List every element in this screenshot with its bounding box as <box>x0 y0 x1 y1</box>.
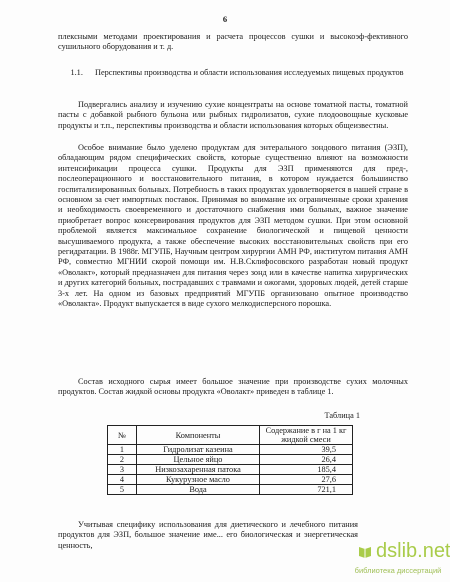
table-cell-number: 4 <box>108 475 137 485</box>
page-number: 6 <box>222 14 228 24</box>
table-cell-value: 39,5 <box>260 445 353 455</box>
watermark-name: dslib.net <box>376 540 450 562</box>
watermark-logo <box>348 540 448 580</box>
paragraph-1: Подвергались анализу и изучению сухие концентраты на основе томатной пасты, томатной пасты с добавкой рыбного бульона или рыбных гидролизатов, сухие плодоовощные кусковые продукты и т.п., перспективы производства и области использования которых общеизвестны. <box>58 100 408 130</box>
table-header-number: № <box>108 426 137 445</box>
table-cell-component: Гидролизат казеина <box>137 445 260 455</box>
table-header-content: Содержание в г на 1 кг жидкой смеси <box>260 426 353 445</box>
table-cell-number: 2 <box>108 455 137 465</box>
section-heading <box>62 68 412 78</box>
table-row <box>108 465 353 475</box>
table-cell-number: 5 <box>108 485 137 495</box>
table-cell-number: 1 <box>108 445 137 455</box>
table-cell-value: 26,4 <box>260 455 353 465</box>
table-header-components: Компоненты <box>137 426 260 445</box>
table-row <box>108 475 353 485</box>
table-cell-number: 3 <box>108 465 137 475</box>
table-cell-value: 185,4 <box>260 465 353 475</box>
watermark-subtitle: библиотека диссертаций <box>354 566 442 575</box>
closing-paragraph: Учитывая специфику использования для диетического и лечебного питания продуктов для ЭЗП, большое значение име... его биологическая и энергетическая ценность, <box>58 520 358 550</box>
table-row <box>108 455 353 465</box>
table-cell-value: 721,1 <box>260 485 353 495</box>
table-caption: Таблица 1 <box>324 411 360 420</box>
table-cell-component: Вода <box>137 485 260 495</box>
table-cell-component: Кукурузное масло <box>137 475 260 485</box>
table-header-row <box>108 426 353 445</box>
table-cell-component: Низкозахаренная патока <box>137 465 260 475</box>
section-number: 1.1. <box>70 68 83 77</box>
book-icon <box>358 544 372 558</box>
table-cell-component: Цельное яйцо <box>137 455 260 465</box>
paragraph-3: Состав исходного сырья имеет большое значение при производстве сухих молочных продуктов. Состав жидкой основы продукта «Оволакт» приведен в таблице 1. <box>58 377 408 397</box>
table-cell-value: 27,6 <box>260 475 353 485</box>
composition-table <box>107 425 353 495</box>
table-row <box>108 485 353 495</box>
paragraph-2: Особое внимание было уделено продуктам для энтерального зондового питания (ЭЗП), обладающим рядом специфических свойств, которые существенно влияют на возможности интенсификации процесса сушки. Продукты для ЭЗП применяются для пред-, послеоперационного и восстановительного питания, в котором нуждается большинство госпитализированных больных. Потребность в таких продуктах удовлетворяется в нашей стране в основном за счет импортных поставок. Принимая во внимание их ограниченные сроки хранения и необходимость своевременного и достаточного снабжения ими больных, важное значение приобретает вопрос консервирования продуктов для ЭЗП методом сушки. При этом основной проблемой является максимальное сохранение биологической и пищевой ценности высушиваемого продукта, а также обеспечение высоких восстановительных свойств при его регидратации. В 1988г. МГУПБ, Научным центром хирургии АМН РФ, институтом питания АМН РФ, совместно МГНИИ скорой помощи им. Н.В.Склифосовского разработан новый продукт «Оволакт», который предназначен для питания через зонд или в качестве напитка хирургических и других категорий больных, пострадавших с травмами и ожогами, здоровых людей, детей старше 3-х лет. На одном из базовых предприятий МГУПБ организовано опытное производство «Оволакта». Продукт выпускается в виде сухого мелкодисперсного порошка. <box>58 143 408 309</box>
intro-paragraph: плексными методами проектирования и расчета процессов сушки и высокоэф-фективного сушильного оборудования и т. д. <box>58 32 408 52</box>
table-row <box>108 445 353 455</box>
section-title: Перспективы производства и области использования исследуемых пищевых продуктов <box>94 68 404 77</box>
